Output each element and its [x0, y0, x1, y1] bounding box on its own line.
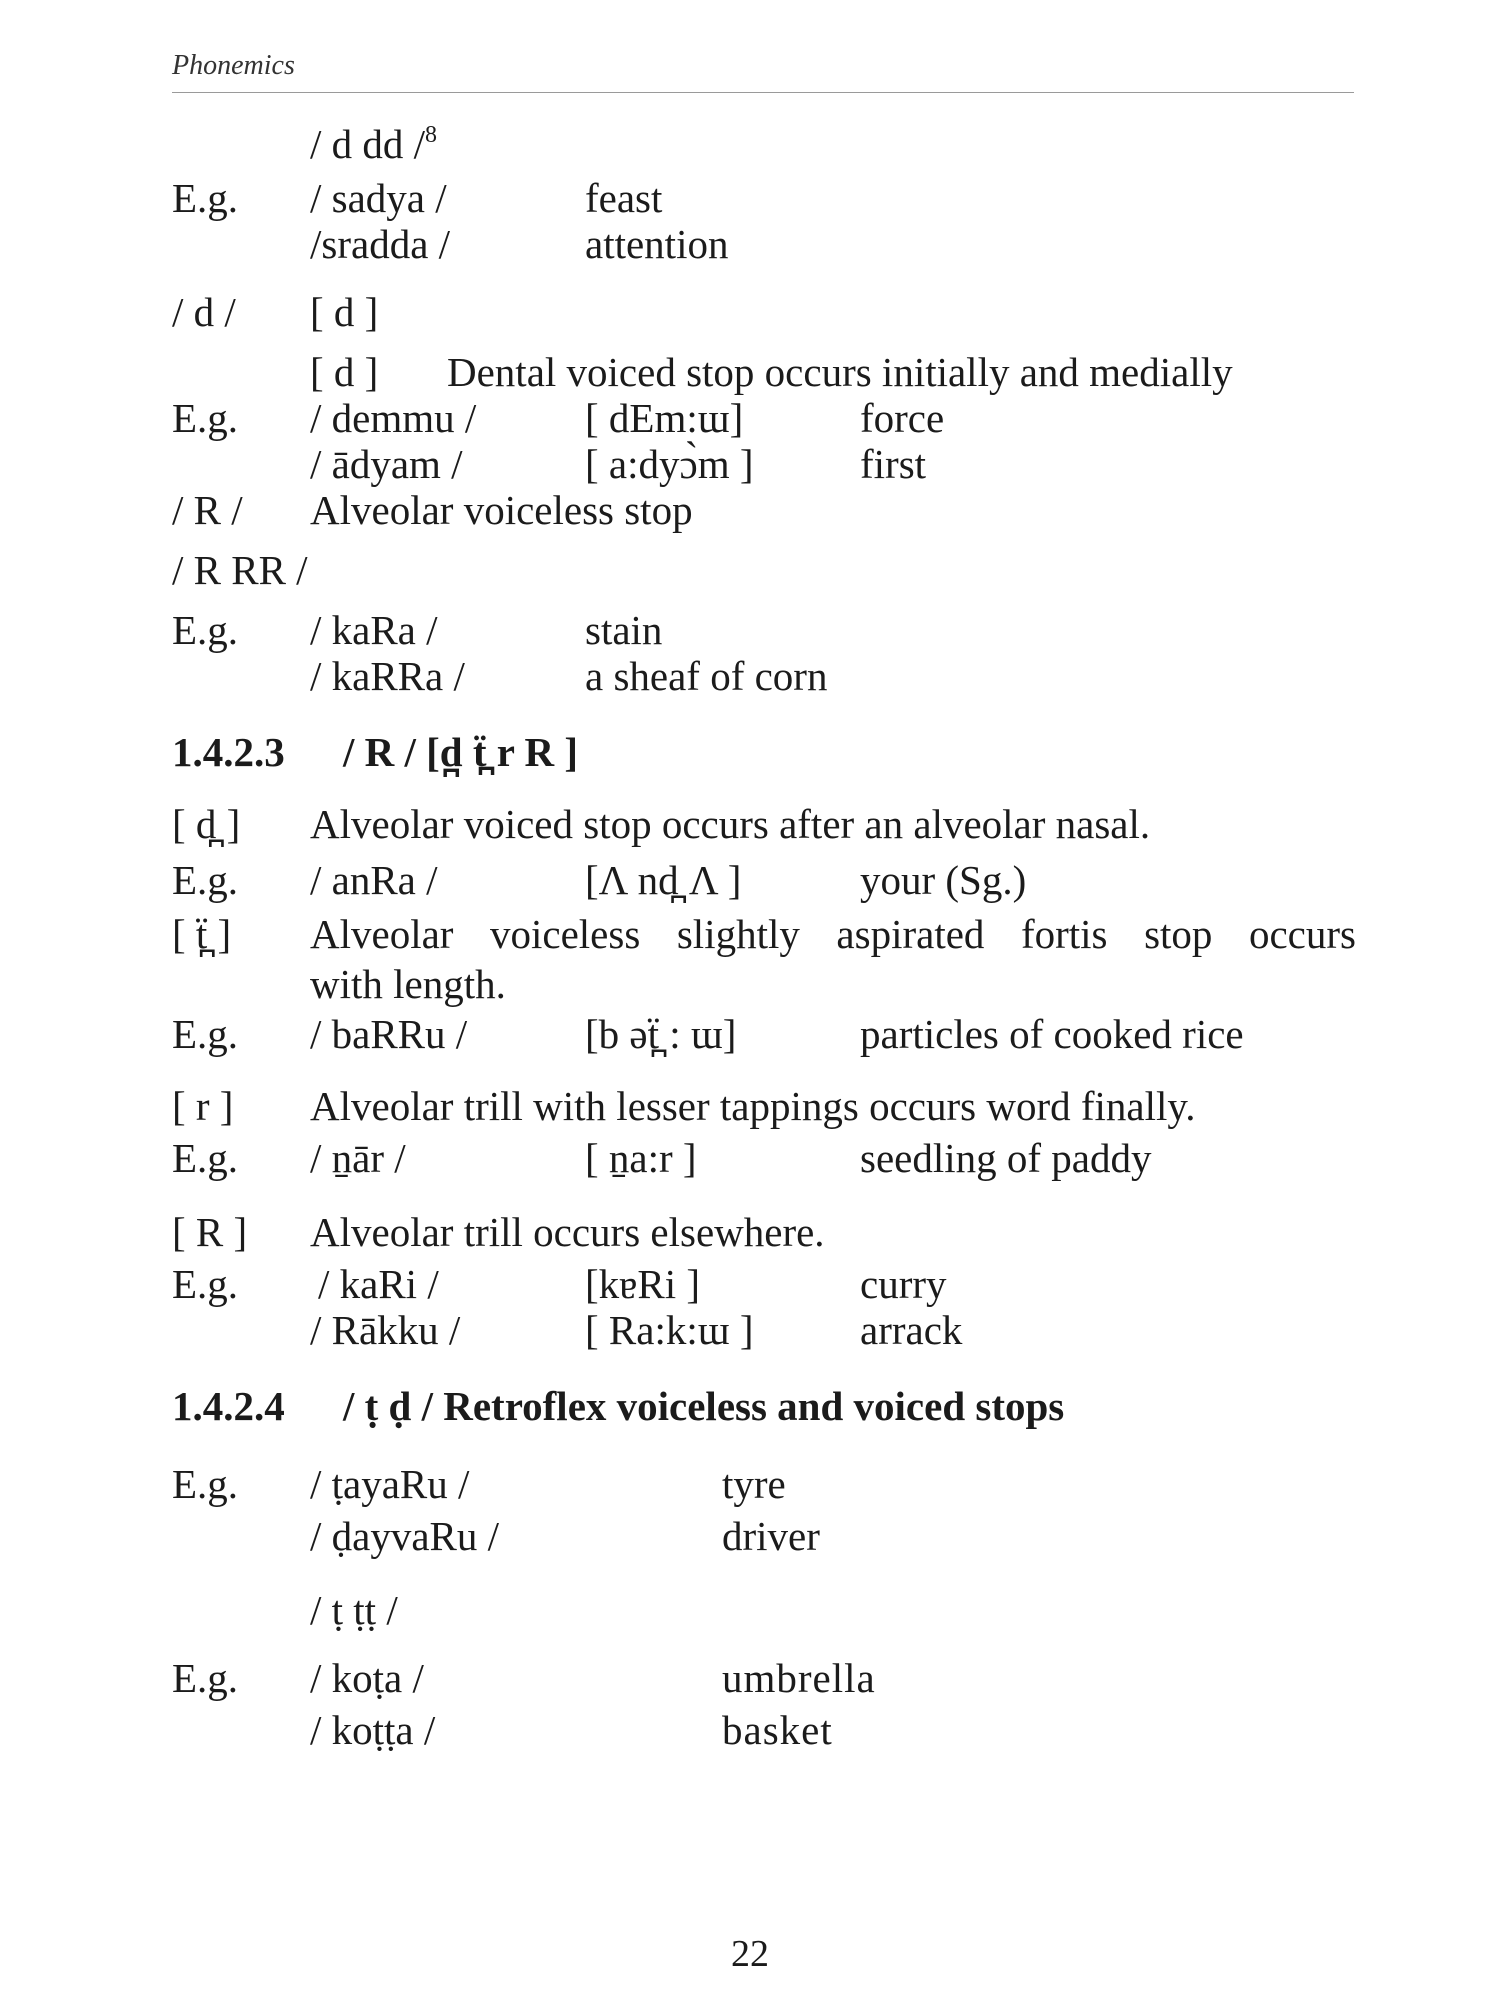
example-phonetic: [ a:dyɔ̀m ] — [585, 441, 754, 487]
allophone-description: Alveolar trill occurs elsewhere. — [310, 1209, 825, 1255]
example-gloss: curry — [860, 1261, 947, 1307]
example-gloss: stain — [585, 607, 663, 653]
example-gloss: particles of cooked rice — [860, 1011, 1244, 1057]
example-word: / demmu / — [310, 395, 477, 441]
section-heading: / R / [d̪ ẗ̪ r R ] — [343, 729, 578, 775]
allophone-label: [ d̪ ] — [172, 801, 241, 847]
phoneme-pair: / ṭ ṭṭ / — [310, 1587, 398, 1633]
example-phonetic: [b əẗ̪ : ɯ] — [585, 1011, 737, 1057]
example-gloss: attention — [585, 221, 729, 267]
allophone-description: Alveolar trill with lesser tappings occurs word finally. — [310, 1083, 1196, 1129]
example-gloss: force — [860, 395, 945, 441]
example-word: / kaRi / — [318, 1261, 439, 1307]
example-gloss: umbrella — [722, 1655, 876, 1701]
eg-label: E.g. — [172, 1261, 239, 1307]
example-phonetic: [ Ra:k:ɯ ] — [585, 1307, 754, 1353]
example-word: / n̠ār / — [310, 1135, 406, 1181]
example-word: / ādyam / — [310, 441, 463, 487]
example-word: / Rākku / — [310, 1307, 461, 1353]
example-word: / sadya / — [310, 175, 447, 221]
eg-label: E.g. — [172, 1135, 239, 1181]
phoneme-label: / d / — [172, 289, 236, 335]
example-phonetic: [ dEm:ɯ] — [585, 395, 744, 441]
eg-label: E.g. — [172, 1655, 239, 1701]
phoneme-label: / R / — [172, 487, 243, 533]
allophone-label: [ ẗ̪ ] — [172, 911, 232, 957]
allophone-description-cont: with length. — [310, 961, 506, 1007]
example-gloss: tyre — [722, 1461, 786, 1507]
page-number: 22 — [731, 1933, 769, 1975]
eg-label: E.g. — [172, 1461, 239, 1507]
allophone-label: [ d ] — [310, 349, 379, 395]
example-phonetic: [ n̠a:r ] — [585, 1135, 697, 1181]
eg-label: E.g. — [172, 175, 239, 221]
example-gloss: basket — [722, 1707, 833, 1753]
example-phonetic: [kɐRi ] — [585, 1261, 700, 1307]
section-number: 1.4.2.3 — [172, 729, 285, 775]
example-word: / ṭayaRu / — [310, 1461, 470, 1507]
allophone-description: Dental voiced stop occurs initially and medially — [447, 349, 1233, 395]
allophone-label: [ R ] — [172, 1209, 248, 1255]
example-word: /sradda / — [310, 221, 451, 267]
example-gloss: a sheaf of corn — [585, 653, 828, 699]
allophone-label: [ d ] — [310, 289, 379, 335]
phoneme-pair: / R RR / — [172, 547, 308, 593]
example-word: / kaRa / — [310, 607, 438, 653]
phoneme-description: Alveolar voiceless stop — [310, 487, 693, 533]
d-dd-phonemes — [310, 120, 437, 175]
allophone-description: Alveolar voiced stop occurs after an alveolar nasal. — [310, 801, 1151, 847]
section-heading: / ṭ ḍ / Retroflex voiceless and voiced stops — [343, 1383, 1065, 1429]
footnote-marker: 8 — [425, 122, 438, 148]
example-word: / koṭṭa / — [310, 1707, 436, 1753]
section-number: 1.4.2.4 — [172, 1383, 285, 1429]
header-rule — [172, 92, 1354, 93]
d-dd-text: / d dd / — [310, 121, 426, 167]
example-word: / koṭa / — [310, 1655, 424, 1701]
example-word: / ḍayvaRu / — [310, 1513, 500, 1559]
example-gloss: your (Sg.) — [860, 857, 1027, 903]
running-header: Phonemics — [172, 50, 295, 81]
allophone-label: [ r ] — [172, 1083, 234, 1129]
example-word: / baRRu / — [310, 1011, 468, 1057]
example-gloss: driver — [722, 1513, 820, 1559]
example-gloss: arrack — [860, 1307, 963, 1353]
eg-label: E.g. — [172, 1011, 239, 1057]
example-gloss: first — [860, 441, 927, 487]
allophone-description: Alveolar voiceless slightly aspirated fortis stop occurs — [310, 911, 1356, 957]
example-phonetic: [Λ nd̪ Λ ] — [585, 857, 742, 903]
eg-label: E.g. — [172, 857, 239, 903]
example-gloss: feast — [585, 175, 663, 221]
eg-label: E.g. — [172, 395, 239, 441]
eg-label: E.g. — [172, 607, 239, 653]
example-word: / anRa / — [310, 857, 438, 903]
example-gloss: seedling of paddy — [860, 1135, 1152, 1181]
example-word: / kaRRa / — [310, 653, 465, 699]
